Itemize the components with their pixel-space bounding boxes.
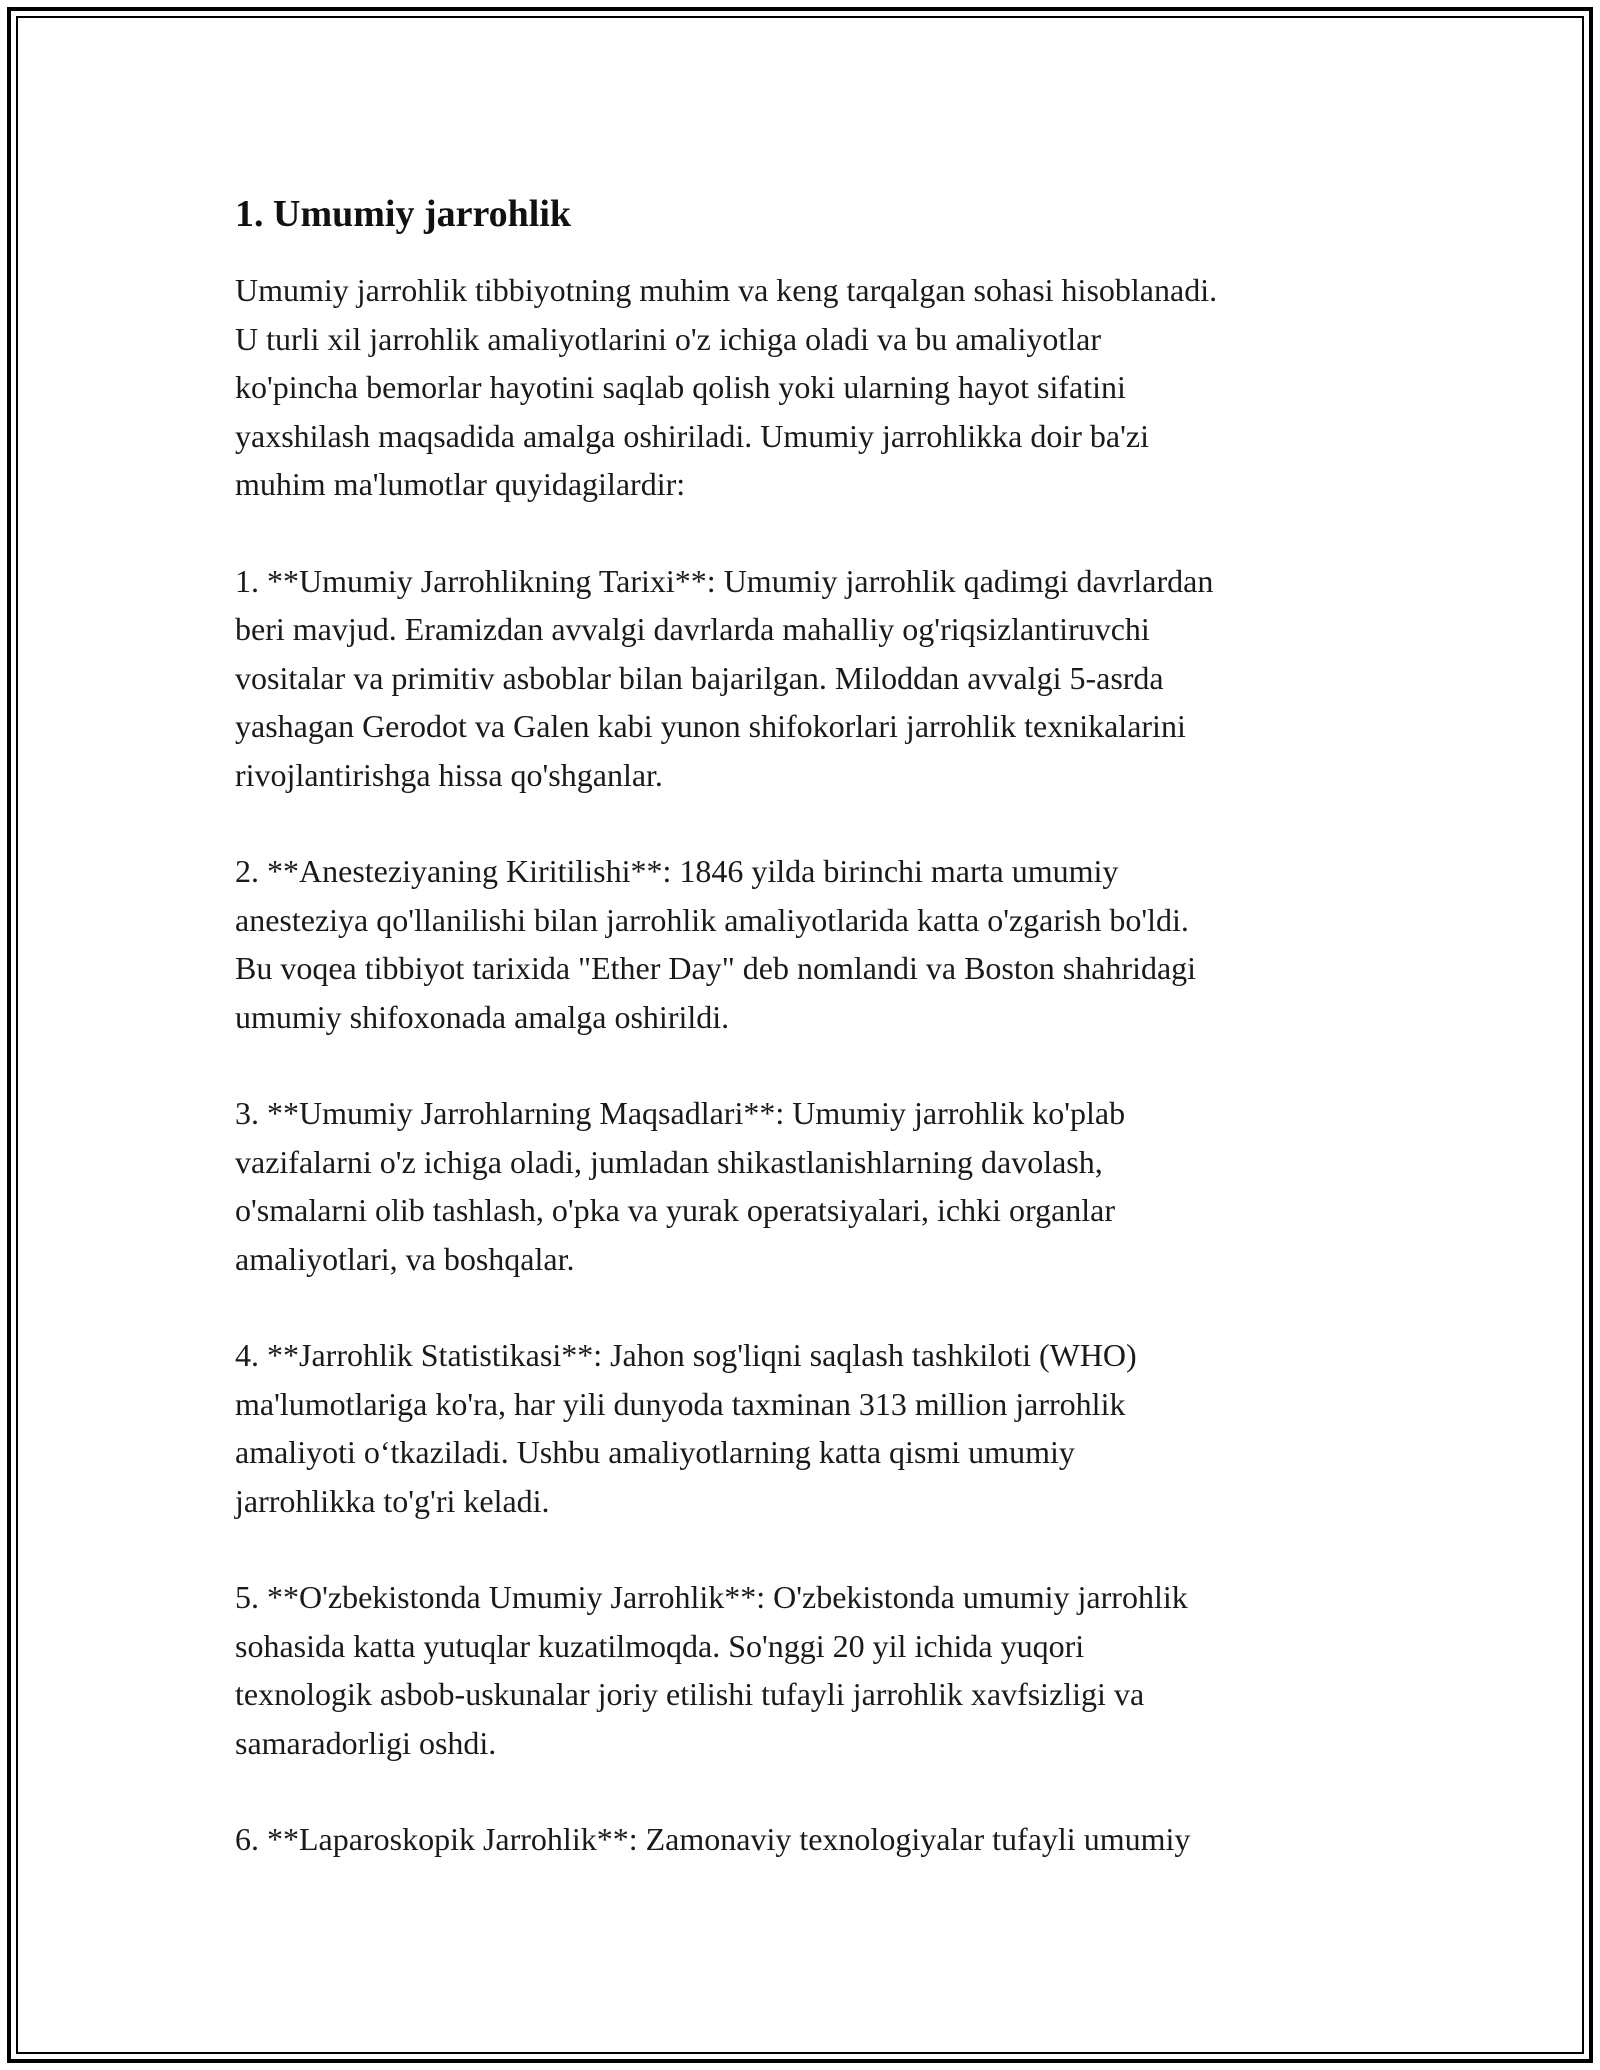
text-line: anesteziya qo'llanilishi bilan jarrohlik amaliyotlarida katta o'zgarish bo'ldi. bbox=[235, 901, 1189, 938]
list-item-uzbekistan bbox=[235, 1573, 1385, 1767]
text-line: sohasida katta yutuqlar kuzatilmoqda. So'nggi 20 yil ichida yuqori bbox=[235, 1627, 1085, 1664]
text-line: texnologik asbob-uskunalar joriy etilishi tufayli jarrohlik xavfsizligi va bbox=[235, 1676, 1145, 1712]
text-line: jarrohlikka to'g'ri keladi. bbox=[235, 1482, 550, 1519]
text-line: 1. **Umumiy Jarrohlikning Tarixi**: Umumiy jarrohlik qadimgi davrlardan bbox=[235, 562, 1214, 599]
text-line: yaxshilash maqsadida amalga oshiriladi. Umumiy jarrohlikka doir ba'zi bbox=[235, 417, 1149, 454]
text-line: 4. **Jarrohlik Statistikasi**: Jahon sog'liqni saqlash tashkiloti (WHO) bbox=[235, 1337, 1137, 1373]
document-body bbox=[235, 188, 1385, 1912]
list-item-goals bbox=[235, 1089, 1385, 1283]
text-line: vazifalarni o'z ichiga oladi, jumladan shikastlanishlarning davolash, bbox=[235, 1143, 1103, 1180]
text-line: umumiy shifoxonada amalga oshirildi. bbox=[235, 998, 730, 1035]
text-line: Bu voqea tibbiyot tarixida "Ether Day" deb nomlandi va Boston shahridagi bbox=[235, 950, 1197, 986]
intro-paragraph bbox=[235, 266, 1385, 509]
text-line: vositalar va primitiv asboblar bilan bajarilgan. Miloddan avvalgi 5-asrda bbox=[235, 659, 1164, 696]
text-line: beri mavjud. Eramizdan avvalgi davrlarda mahalliy og'riqsizlantiruvchi bbox=[235, 611, 1150, 647]
text-line: yashagan Gerodot va Galen kabi yunon shifokorlari jarrohlik texnikalarini bbox=[235, 708, 1186, 744]
text-line: samaradorligi oshdi. bbox=[235, 1724, 497, 1761]
list-item-statistics bbox=[235, 1331, 1385, 1525]
text-line: ma'lumotlariga ko'ra, har yili dunyoda taxminan 313 million jarrohlik bbox=[235, 1385, 1126, 1422]
text-line: o'smalarni olib tashlash, o'pka va yurak operatsiyalari, ichki organlar bbox=[235, 1192, 1116, 1228]
text-line: amaliyotlari, va boshqalar. bbox=[235, 1240, 575, 1277]
text-line: rivojlantirishga hissa qo'shganlar. bbox=[235, 756, 663, 793]
list-item-history bbox=[235, 557, 1385, 800]
list-item-laparoscopic bbox=[235, 1815, 1385, 1864]
list-item-anesthesia bbox=[235, 847, 1385, 1041]
text-line: amaliyoti o‘tkaziladi. Ushbu amaliyotlarning katta qismi umumiy bbox=[235, 1434, 1075, 1470]
text-line: 6. **Laparoskopik Jarrohlik**: Zamonaviy texnologiyalar tufayli umumiy bbox=[235, 1821, 1191, 1857]
text-line: 2. **Anesteziyaning Kiritilishi**: 1846 yilda birinchi marta umumiy bbox=[235, 853, 1119, 889]
text-line: Umumiy jarrohlik tibbiyotning muhim va keng tarqalgan sohasi hisoblanadi. bbox=[235, 272, 1218, 308]
text-line: U turli xil jarrohlik amaliyotlarini o'z ichiga oladi va bu amaliyotlar bbox=[235, 320, 1101, 357]
text-line: 3. **Umumiy Jarrohlarning Maqsadlari**: Umumiy jarrohlik ko'plab bbox=[235, 1095, 1126, 1131]
section-heading: 1. Umumiy jarrohlik bbox=[235, 193, 572, 235]
text-line: 5. **O'zbekistonda Umumiy Jarrohlik**: O'zbekistonda umumiy jarrohlik bbox=[235, 1579, 1188, 1615]
text-line: ko'pincha bemorlar hayotini saqlab qolish yoki ularning hayot sifatini bbox=[235, 369, 1126, 405]
text-line: muhim ma'lumotlar quyidagilardir: bbox=[235, 466, 686, 502]
